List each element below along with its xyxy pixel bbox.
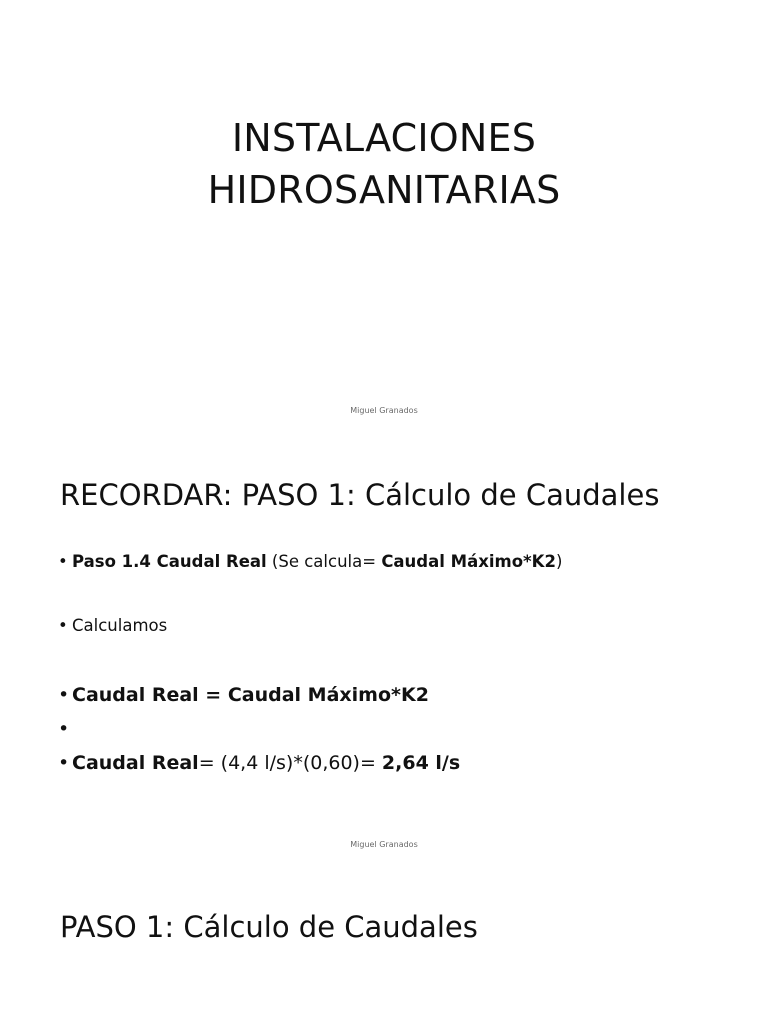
slide-footer: Miguel Granados [350, 406, 418, 415]
presentation-title-line-2: HIDROSANITARIAS [207, 168, 561, 212]
slide-heading: RECORDAR: PASO 1: Cálculo de Caudales [60, 478, 660, 512]
presentation-title [0, 112, 768, 216]
bullet-formula [58, 684, 429, 706]
bullet-marker: • [58, 684, 70, 706]
bullet-marker: • [58, 552, 68, 571]
slide-footer: Miguel Granados [350, 840, 418, 849]
bullet-result [58, 752, 460, 774]
bullet-text-bold: Paso 1.4 Caudal Real [72, 552, 267, 571]
bullet-calculamos [58, 616, 167, 635]
bullet-marker: • [58, 616, 68, 635]
bullet-text-bold: 2,64 l/s [381, 752, 461, 774]
bullet-text: (Se calcula= [266, 552, 382, 571]
bullet-marker: • [58, 718, 70, 740]
slide-caudal-real [0, 432, 768, 864]
presentation-title-line-1: INSTALACIONES [231, 116, 537, 160]
slide-title-page [0, 0, 768, 432]
bullet-marker: • [58, 752, 70, 774]
bullet-text-bold: Caudal Real [72, 752, 199, 774]
bullet-text-bold: Caudal Máximo*K2 [381, 552, 556, 571]
bullet-paso-1-4 [58, 552, 562, 571]
bullet-empty [58, 718, 72, 740]
slide-heading: PASO 1: Cálculo de Caudales [60, 910, 478, 944]
bullet-text-bold: Caudal Real = Caudal Máximo*K2 [72, 684, 429, 706]
bullet-text: Calculamos [72, 616, 168, 635]
bullet-text: = (4,4 l/s)*(0,60)= [198, 752, 382, 774]
bullet-text: ) [555, 552, 563, 571]
slide-calculo-caudales [0, 864, 768, 1024]
